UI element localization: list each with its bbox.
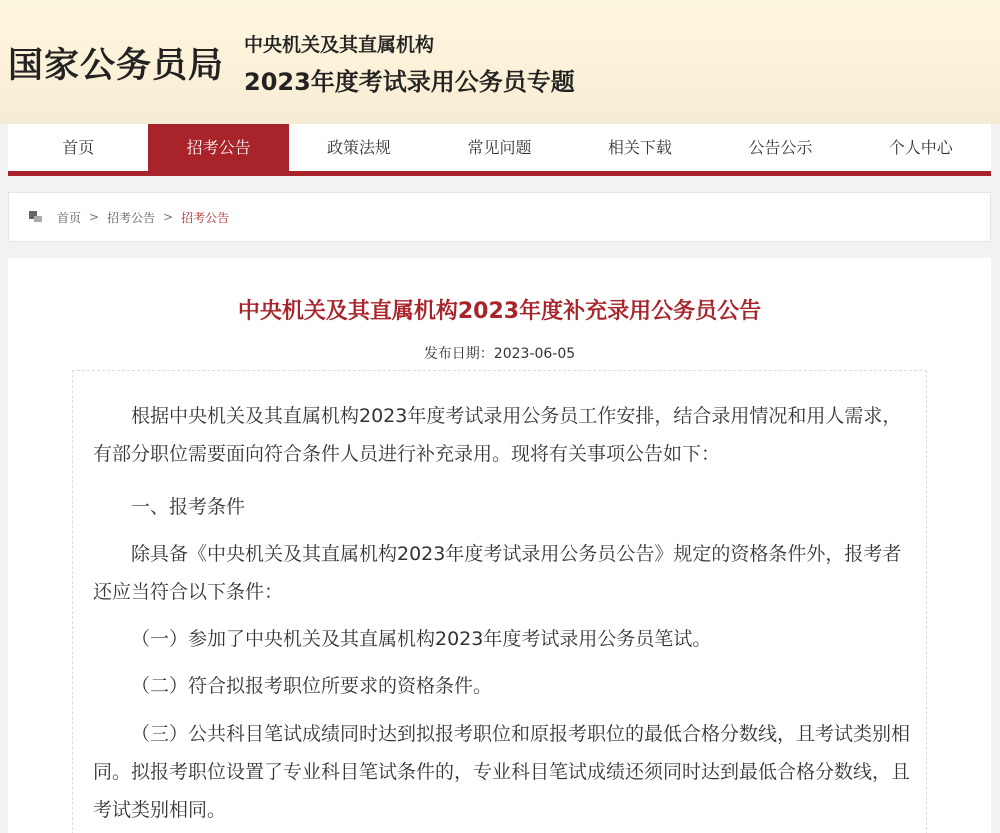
nav-item-recruitment-notices[interactable]: 招考公告: [148, 124, 288, 171]
header-subtitle-topic: 2023年度考试录用公务员专题: [244, 68, 575, 96]
nav-item-personal-center[interactable]: 个人中心: [888, 138, 953, 157]
nav-item-policies[interactable]: 政策法规: [327, 138, 392, 157]
breadcrumb-separator: >: [89, 210, 100, 224]
article-panel: [8, 258, 991, 833]
header-subtitle-org: 中央机关及其直属机构: [244, 34, 435, 56]
breadcrumb-recruitment-notices[interactable]: 招考公告: [107, 210, 156, 225]
breadcrumb-current: 招考公告: [181, 210, 230, 225]
article-body: [72, 370, 927, 833]
location-icon: [29, 211, 43, 223]
article-title: 中央机关及其直属机构2023年度补充录用公务员公告: [237, 299, 762, 324]
article-paragraph: 除具备《中央机关及其直属机构2023年度考试录用公务员公告》规定的资格条件外，报考者还应当符合以下条件：: [93, 543, 902, 603]
breadcrumb: [8, 192, 991, 242]
breadcrumb-separator: >: [163, 210, 174, 224]
article-list-item: （三）公共科目笔试成绩同时达到拟报考职位和原报考职位的最低合格分数线，且考试类别相同。拟报考职位设置了专业科目笔试条件的，专业科目笔试成绩还须同时达到最低合格分数线，且考试类别相同。: [93, 723, 911, 821]
nav-item-home[interactable]: 首页: [62, 138, 95, 157]
article-paragraph: 根据中央机关及其直属机构2023年度考试录用公务员工作安排，结合录用情况和用人需求，有部分职位需要面向符合条件人员进行补充录用。现将有关事项公告如下：: [93, 405, 902, 465]
publish-date: 发布日期：2023-06-05: [423, 346, 576, 362]
nav-item-faq[interactable]: 常见问题: [467, 138, 532, 157]
breadcrumb-home[interactable]: 首页: [57, 210, 82, 225]
nav-item-announcements[interactable]: 公告公示: [748, 138, 813, 157]
site-header: [0, 0, 1000, 124]
site-logo[interactable]: 国家公务员局: [8, 46, 225, 86]
article-list-item: （二）符合拟报考职位所要求的资格条件。: [131, 675, 493, 697]
article-section-heading: 一、报考条件: [131, 496, 246, 518]
nav-item-downloads[interactable]: 相关下载: [607, 138, 672, 157]
article-list-item: （一）参加了中央机关及其直属机构2023年度考试录用公务员笔试。: [131, 628, 712, 650]
nav-underline: [8, 171, 991, 176]
main-nav: [8, 124, 991, 171]
